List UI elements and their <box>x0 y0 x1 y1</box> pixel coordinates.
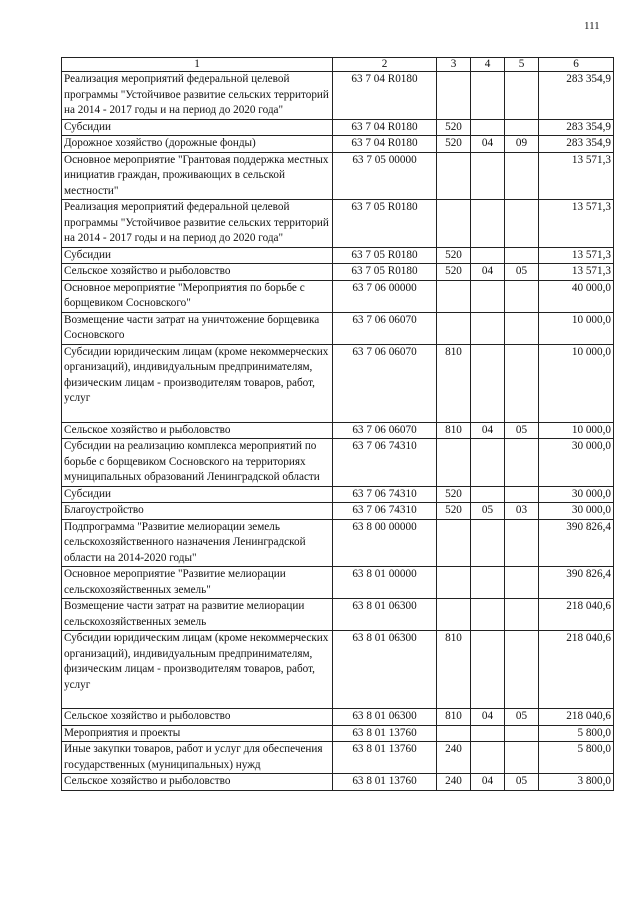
table-row <box>62 264 614 281</box>
column-number-row <box>62 58 614 72</box>
budget-table-body <box>62 58 614 791</box>
expense-type-code: 520 <box>437 503 471 520</box>
target-article-code: 63 7 06 74310 <box>333 503 437 520</box>
expense-type-code <box>437 72 471 120</box>
subsection-code <box>505 119 539 136</box>
amount: 283 354,9 <box>539 136 614 153</box>
subsection-code <box>505 486 539 503</box>
section-code: 04 <box>471 709 505 726</box>
expense-type-code: 520 <box>437 264 471 281</box>
target-article-code: 63 8 01 06300 <box>333 709 437 726</box>
table-row <box>62 344 614 422</box>
section-code: 04 <box>471 422 505 439</box>
section-code <box>471 725 505 742</box>
target-article-code: 63 7 04 R0180 <box>333 136 437 153</box>
table-row <box>62 247 614 264</box>
section-code <box>471 152 505 200</box>
row-name: Субсидии <box>62 486 333 503</box>
expense-type-code: 520 <box>437 247 471 264</box>
table-row <box>62 72 614 120</box>
amount: 30 000,0 <box>539 503 614 520</box>
expense-type-code: 520 <box>437 136 471 153</box>
row-name: Мероприятия и проекты <box>62 725 333 742</box>
row-name: Основное мероприятие "Мероприятия по борьбе с борщевиком Сосновского" <box>62 280 333 312</box>
target-article-code: 63 8 01 06300 <box>333 631 437 709</box>
expense-type-code <box>437 725 471 742</box>
table-row <box>62 422 614 439</box>
target-article-code: 63 7 05 R0180 <box>333 200 437 248</box>
amount: 13 571,3 <box>539 264 614 281</box>
section-code: 04 <box>471 774 505 791</box>
amount: 10 000,0 <box>539 344 614 422</box>
row-name: Иные закупки товаров, работ и услуг для обеспечения государственных (муниципальных) нужд <box>62 742 333 774</box>
subsection-code <box>505 725 539 742</box>
budget-table <box>61 57 614 791</box>
section-code <box>471 631 505 709</box>
subsection-code <box>505 631 539 709</box>
target-article-code: 63 7 06 74310 <box>333 486 437 503</box>
section-code <box>471 312 505 344</box>
table-row <box>62 519 614 567</box>
column-number: 4 <box>471 58 505 72</box>
section-code <box>471 519 505 567</box>
subsection-code: 09 <box>505 136 539 153</box>
row-name: Сельское хозяйство и рыболовство <box>62 422 333 439</box>
section-code <box>471 247 505 264</box>
target-article-code: 63 7 05 R0180 <box>333 264 437 281</box>
amount: 13 571,3 <box>539 247 614 264</box>
expense-type-code <box>437 152 471 200</box>
subsection-code <box>505 519 539 567</box>
table-row <box>62 439 614 487</box>
column-number: 5 <box>505 58 539 72</box>
target-article-code: 63 7 06 06070 <box>333 312 437 344</box>
row-name: Возмещение части затрат на уничтожение борщевика Сосновского <box>62 312 333 344</box>
amount: 3 800,0 <box>539 774 614 791</box>
column-number: 2 <box>333 58 437 72</box>
subsection-code: 05 <box>505 774 539 791</box>
row-name: Субсидии юридическим лицам (кроме некоммерческих организаций), индивидуальным предпринимателям, физическим лицам - производителям товаров, работ, услуг <box>62 344 333 422</box>
expense-type-code: 810 <box>437 631 471 709</box>
target-article-code: 63 8 01 00000 <box>333 567 437 599</box>
subsection-code <box>505 72 539 120</box>
target-article-code: 63 7 06 74310 <box>333 439 437 487</box>
subsection-code <box>505 742 539 774</box>
amount: 390 826,4 <box>539 519 614 567</box>
amount: 10 000,0 <box>539 422 614 439</box>
expense-type-code: 520 <box>437 486 471 503</box>
section-code: 05 <box>471 503 505 520</box>
subsection-code <box>505 152 539 200</box>
expense-type-code <box>437 519 471 567</box>
expense-type-code <box>437 280 471 312</box>
amount: 5 800,0 <box>539 742 614 774</box>
row-name: Подпрограмма "Развитие мелиорации земель сельскохозяйственного назначения Ленинградской области на 2014-2020 годы" <box>62 519 333 567</box>
expense-type-code <box>437 439 471 487</box>
subsection-code: 05 <box>505 709 539 726</box>
table-row <box>62 599 614 631</box>
table-row <box>62 200 614 248</box>
section-code <box>471 599 505 631</box>
amount: 5 800,0 <box>539 725 614 742</box>
subsection-code <box>505 567 539 599</box>
row-name: Субсидии <box>62 119 333 136</box>
section-code <box>471 280 505 312</box>
expense-type-code: 520 <box>437 119 471 136</box>
expense-type-code: 240 <box>437 742 471 774</box>
target-article-code: 63 7 06 00000 <box>333 280 437 312</box>
row-name: Дорожное хозяйство (дорожные фонды) <box>62 136 333 153</box>
section-code <box>471 119 505 136</box>
target-article-code: 63 8 01 13760 <box>333 725 437 742</box>
amount: 30 000,0 <box>539 439 614 487</box>
section-code <box>471 72 505 120</box>
table-row <box>62 567 614 599</box>
section-code <box>471 439 505 487</box>
page-number: 111 <box>584 20 600 32</box>
section-code <box>471 200 505 248</box>
expense-type-code: 810 <box>437 422 471 439</box>
section-code <box>471 486 505 503</box>
subsection-code <box>505 247 539 264</box>
amount: 40 000,0 <box>539 280 614 312</box>
expense-type-code: 240 <box>437 774 471 791</box>
row-name: Субсидии <box>62 247 333 264</box>
row-name: Реализация мероприятий федеральной целевой программы "Устойчивое развитие сельских территорий на 2014 - 2017 годы и на период до 2020 года" <box>62 72 333 120</box>
amount: 10 000,0 <box>539 312 614 344</box>
row-name: Субсидии на реализацию комплекса мероприятий по борьбе с борщевиком Сосновского на территориях муниципальных образований Ленинградской области <box>62 439 333 487</box>
target-article-code: 63 7 06 06070 <box>333 422 437 439</box>
table-row <box>62 280 614 312</box>
expense-type-code: 810 <box>437 344 471 422</box>
row-name: Реализация мероприятий федеральной целевой программы "Устойчивое развитие сельских территорий на 2014 - 2017 годы и на период до 2020 года" <box>62 200 333 248</box>
row-name: Субсидии юридическим лицам (кроме некоммерческих организаций), индивидуальным предпринимателям, физическим лицам - производителям товаров, работ, услуг <box>62 631 333 709</box>
section-code <box>471 567 505 599</box>
target-article-code: 63 8 00 00000 <box>333 519 437 567</box>
table-row <box>62 486 614 503</box>
section-code: 04 <box>471 264 505 281</box>
target-article-code: 63 8 01 06300 <box>333 599 437 631</box>
table-row <box>62 152 614 200</box>
table-row <box>62 503 614 520</box>
expense-type-code <box>437 599 471 631</box>
subsection-code <box>505 344 539 422</box>
target-article-code: 63 7 06 06070 <box>333 344 437 422</box>
amount: 218 040,6 <box>539 599 614 631</box>
subsection-code <box>505 599 539 631</box>
amount: 390 826,4 <box>539 567 614 599</box>
table-row <box>62 136 614 153</box>
amount: 13 571,3 <box>539 152 614 200</box>
subsection-code <box>505 200 539 248</box>
section-code <box>471 742 505 774</box>
amount: 218 040,6 <box>539 631 614 709</box>
expense-type-code <box>437 567 471 599</box>
subsection-code: 05 <box>505 422 539 439</box>
table-row <box>62 631 614 709</box>
row-name: Основное мероприятие "Грантовая поддержка местных инициатив граждан, проживающих в сельской местности" <box>62 152 333 200</box>
table-row <box>62 119 614 136</box>
section-code <box>471 344 505 422</box>
amount: 13 571,3 <box>539 200 614 248</box>
row-name: Сельское хозяйство и рыболовство <box>62 774 333 791</box>
table-row <box>62 742 614 774</box>
subsection-code: 05 <box>505 264 539 281</box>
amount: 283 354,9 <box>539 72 614 120</box>
subsection-code: 03 <box>505 503 539 520</box>
amount: 30 000,0 <box>539 486 614 503</box>
target-article-code: 63 7 04 R0180 <box>333 119 437 136</box>
subsection-code <box>505 280 539 312</box>
subsection-code <box>505 439 539 487</box>
target-article-code: 63 8 01 13760 <box>333 774 437 791</box>
row-name: Благоустройство <box>62 503 333 520</box>
table-row <box>62 725 614 742</box>
expense-type-code <box>437 312 471 344</box>
target-article-code: 63 7 05 R0180 <box>333 247 437 264</box>
target-article-code: 63 7 05 00000 <box>333 152 437 200</box>
expense-type-code: 810 <box>437 709 471 726</box>
amount: 283 354,9 <box>539 119 614 136</box>
target-article-code: 63 7 04 R0180 <box>333 72 437 120</box>
table-row <box>62 312 614 344</box>
target-article-code: 63 8 01 13760 <box>333 742 437 774</box>
table-row <box>62 774 614 791</box>
row-name: Сельское хозяйство и рыболовство <box>62 264 333 281</box>
row-name: Сельское хозяйство и рыболовство <box>62 709 333 726</box>
column-number: 3 <box>437 58 471 72</box>
expense-type-code <box>437 200 471 248</box>
table-row <box>62 709 614 726</box>
row-name: Возмещение части затрат на развитие мелиорации сельскохозяйственных земель <box>62 599 333 631</box>
amount: 218 040,6 <box>539 709 614 726</box>
row-name: Основное мероприятие "Развитие мелиорации сельскохозяйственных земель" <box>62 567 333 599</box>
subsection-code <box>505 312 539 344</box>
column-number: 6 <box>539 58 614 72</box>
section-code: 04 <box>471 136 505 153</box>
column-number: 1 <box>62 58 333 72</box>
